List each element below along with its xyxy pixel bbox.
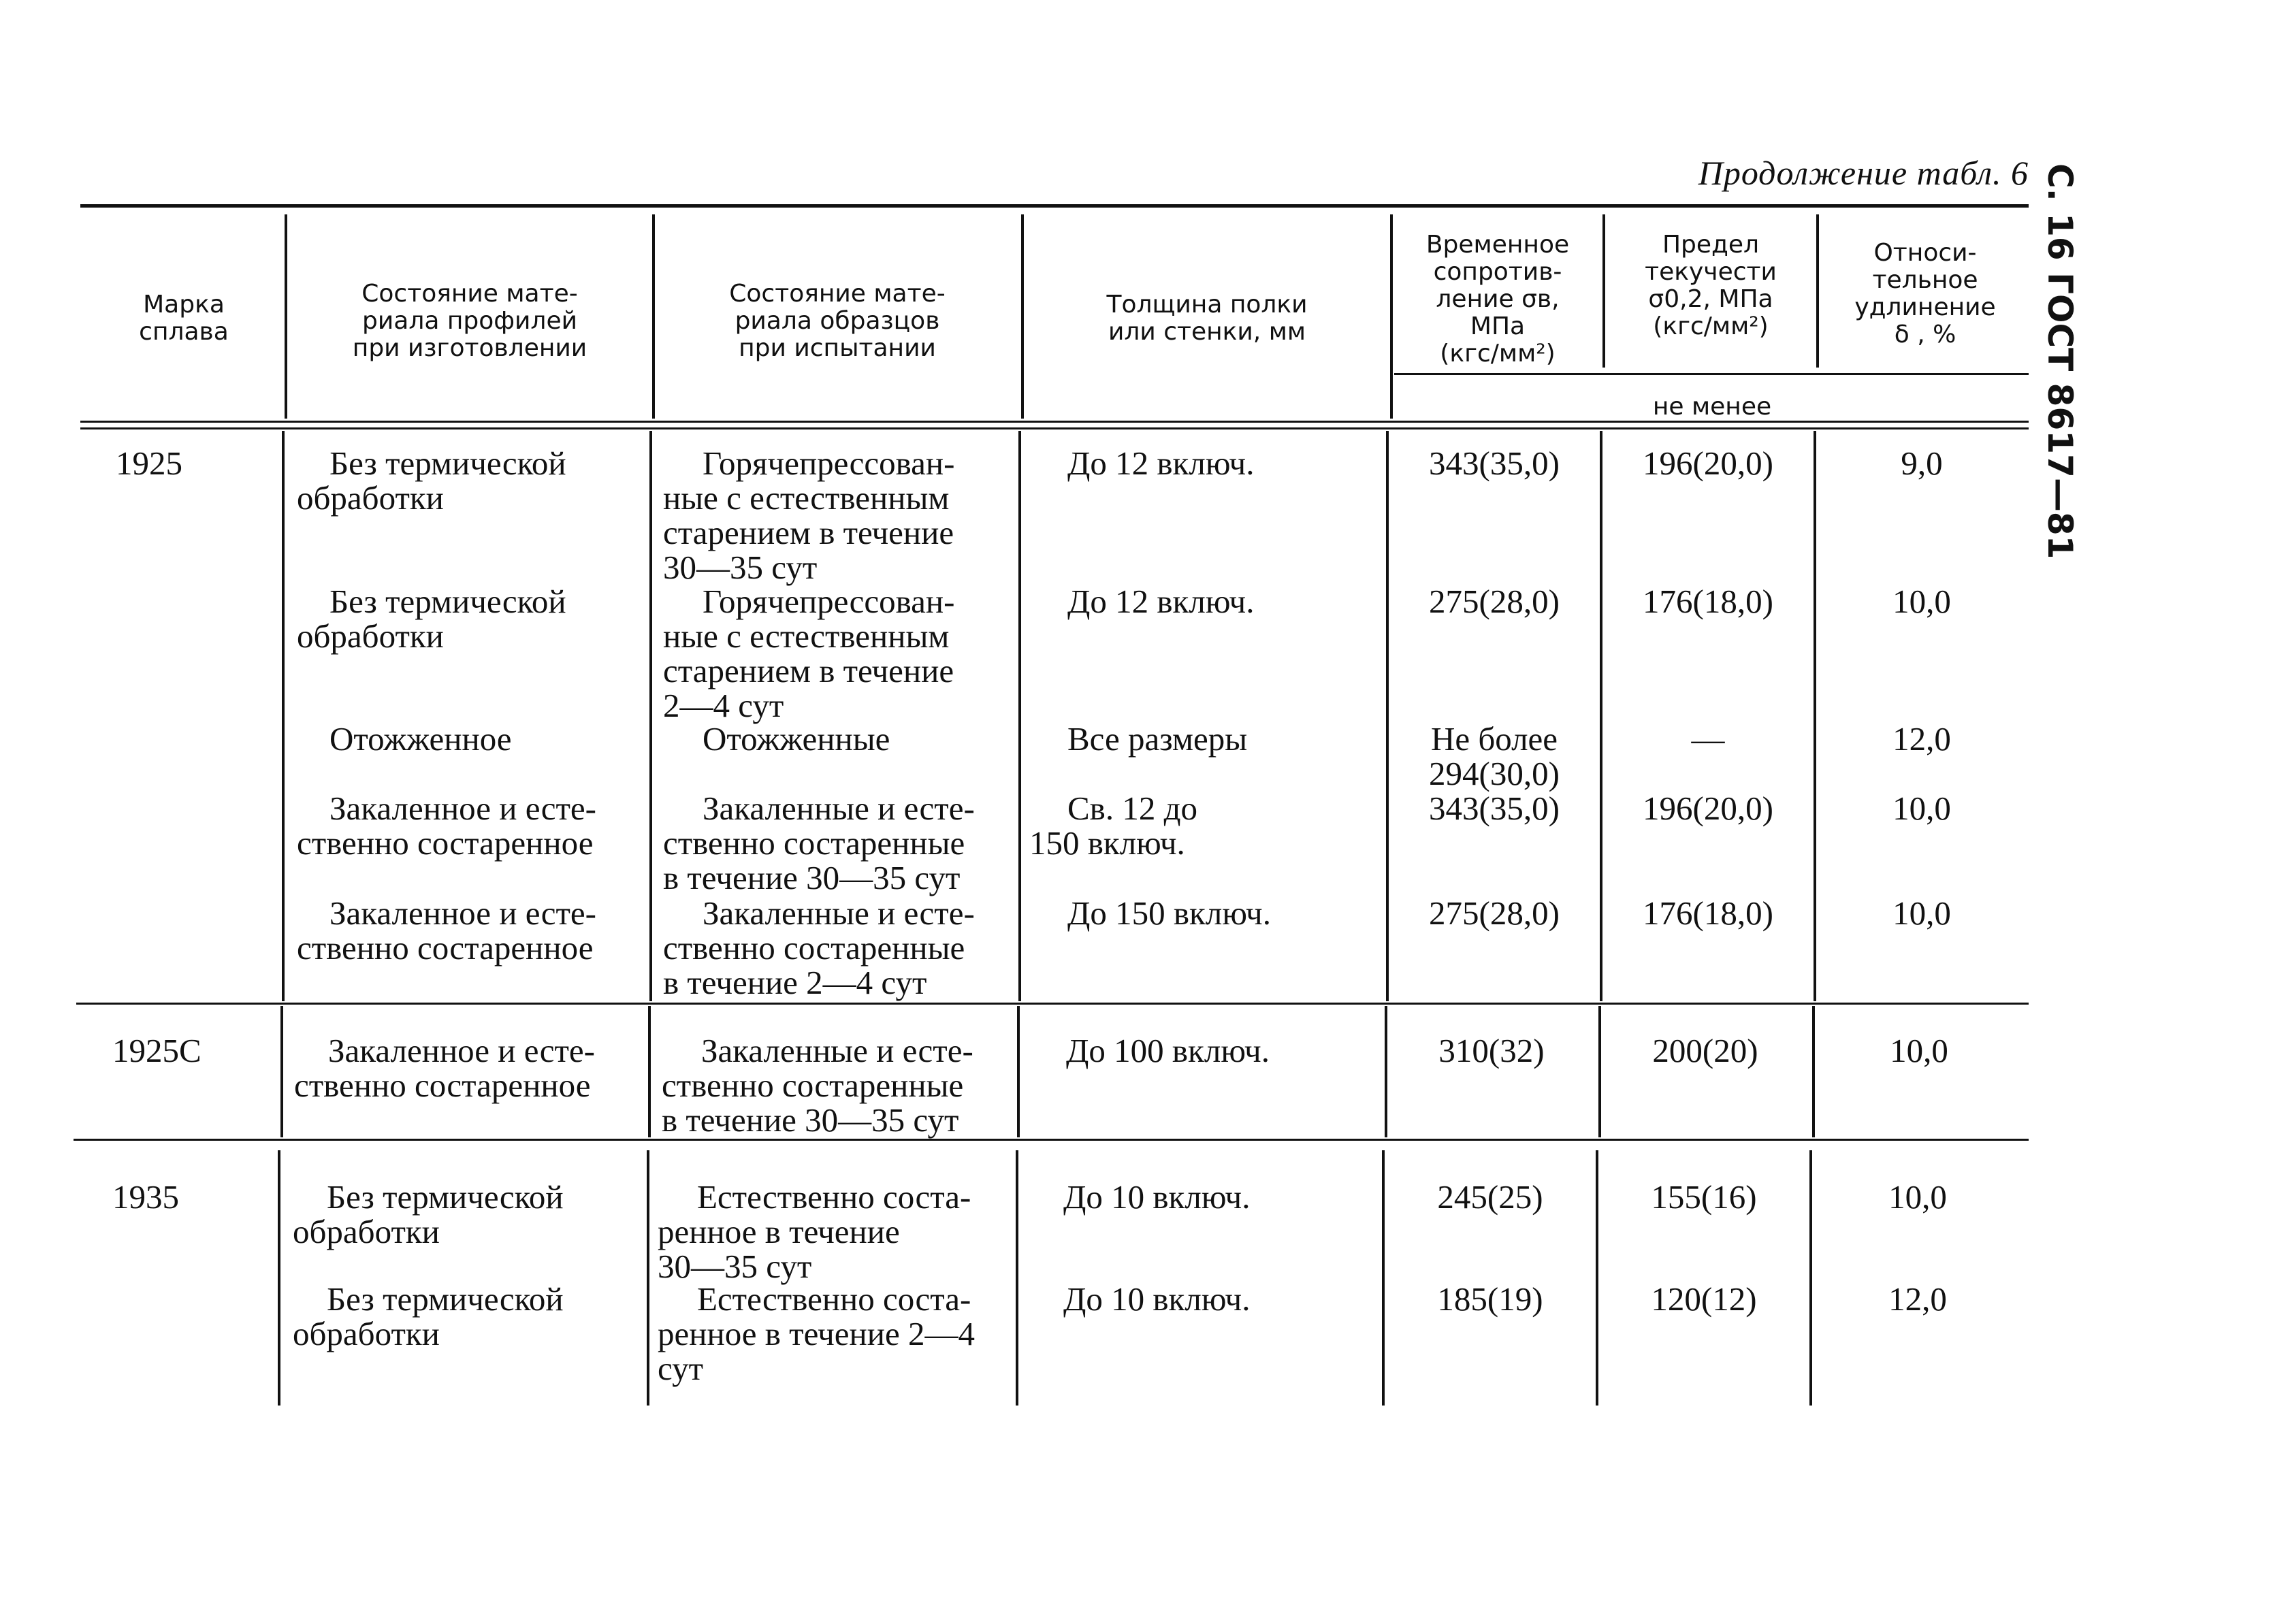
- grade-1925: 1925: [116, 444, 182, 482]
- g1-r5-yield: 176(18,0): [1643, 894, 1773, 932]
- g1-r4-state-manufacture: Закаленное и есте- ственно состаренное: [297, 790, 596, 862]
- body2-col-divider-4: [1385, 1006, 1387, 1137]
- g3-r2-elongation: 12,0: [1888, 1280, 1947, 1318]
- g2-r1-yield: 200(20): [1652, 1032, 1758, 1069]
- g1-r1-state-test: Горячепрессован- ные с естественным старением в течение 30—35 сут: [663, 444, 955, 586]
- hdr-col-divider-1: [285, 214, 287, 419]
- g1-r1-yield: 196(20,0): [1643, 444, 1773, 482]
- g3-r2-yield: 120(12): [1651, 1280, 1757, 1318]
- g1-r1-thickness: До 12 включ.: [1067, 444, 1255, 482]
- group-separator-2: [74, 1139, 2029, 1141]
- body3-col-divider-1: [278, 1150, 280, 1406]
- header-grade: Марка сплава: [139, 291, 229, 346]
- g1-r5-thickness: До 150 включ.: [1067, 894, 1271, 932]
- g1-r3-yield: —: [1691, 720, 1725, 758]
- g1-r3-state-test: Отожженные: [703, 720, 890, 758]
- body2-col-divider-1: [280, 1006, 283, 1137]
- body2-col-divider-3: [1017, 1006, 1020, 1137]
- g1-r4-state-test: Закаленные и есте- ственно состаренные в течение 30—35 сут: [663, 790, 975, 896]
- body1-col-divider-1: [282, 431, 285, 1001]
- g2-r1-state-manufacture: Закаленное и есте- ственно состаренное: [294, 1032, 595, 1104]
- g1-r4-tensile: 343(35,0): [1429, 790, 1560, 827]
- group-separator-1: [76, 1003, 2029, 1005]
- header-bottom-rule-2: [80, 427, 2029, 429]
- body2-col-divider-2: [648, 1006, 651, 1137]
- header-yield: Предел текучести σ0,2, МПа (кгс/мм²): [1645, 231, 1777, 340]
- g1-r1-state-manufacture: Без термической обработки: [297, 444, 566, 517]
- hdr-col-divider-5: [1602, 214, 1605, 368]
- g3-r2-tensile: 185(19): [1437, 1280, 1543, 1318]
- hdr-col-divider-6: [1816, 214, 1819, 368]
- g1-r4-elongation: 10,0: [1892, 790, 1951, 827]
- header-bottom-rule: [80, 421, 2029, 423]
- g2-r1-elongation: 10,0: [1890, 1032, 1948, 1069]
- page-side-label: С. 16 ГОСТ 8617—81: [2040, 163, 2080, 559]
- grade-1935: 1935: [112, 1178, 179, 1216]
- g1-r3-elongation: 12,0: [1892, 720, 1951, 758]
- g1-r4-thickness: Св. 12 до 150 включ.: [1029, 790, 1197, 862]
- g1-r2-state-manufacture: Без термической обработки: [297, 583, 566, 655]
- g1-r1-tensile: 343(35,0): [1429, 444, 1560, 482]
- g1-r3-tensile: Не более 294(30,0): [1429, 720, 1560, 792]
- g3-r1-state-test: Естественно соста- ренное в течение 30—35 сут: [658, 1178, 971, 1285]
- header-elongation: Относи- тельное удлинение δ , %: [1854, 239, 1996, 348]
- g1-r5-state-test: Закаленные и есте- ственно состаренные в течение 2—4 сут: [663, 894, 975, 1001]
- g3-r1-state-manufacture: Без термической обработки: [293, 1178, 564, 1250]
- header-min-note: не менее: [1652, 393, 1772, 421]
- header-tensile: Временное сопротив- ление σв, МПа (кгс/мм²): [1425, 231, 1570, 368]
- hdr-col-divider-2: [652, 214, 655, 419]
- g1-r2-tensile: 275(28,0): [1429, 583, 1560, 620]
- g3-r1-thickness: До 10 включ.: [1063, 1178, 1251, 1216]
- g3-r1-elongation: 10,0: [1888, 1178, 1947, 1216]
- body1-col-divider-2: [649, 431, 652, 1001]
- g2-r1-state-test: Закаленные и есте- ственно состаренные в течение 30—35 сут: [662, 1032, 973, 1139]
- g2-r1-thickness: До 100 включ.: [1066, 1032, 1270, 1069]
- header-thickness: Толщина полки или стенки, мм: [1106, 291, 1308, 346]
- min-note-rule: [1394, 373, 2029, 375]
- g1-r5-state-manufacture: Закаленное и есте- ственно состаренное: [297, 894, 596, 967]
- table-top-rule: [80, 204, 2029, 208]
- g3-r2-thickness: До 10 включ.: [1063, 1280, 1251, 1318]
- g3-r2-state-manufacture: Без термической обработки: [293, 1280, 564, 1352]
- g1-r5-tensile: 275(28,0): [1429, 894, 1560, 932]
- g1-r2-thickness: До 12 включ.: [1067, 583, 1255, 620]
- g1-r1-elongation: 9,0: [1901, 444, 1943, 482]
- g1-r3-state-manufacture: Отожженное: [329, 720, 512, 758]
- header-state-manufacture: Состояние мате- риала профилей при изготовлении: [352, 280, 587, 362]
- hdr-col-divider-4: [1390, 214, 1393, 419]
- g1-r4-yield: 196(20,0): [1643, 790, 1773, 827]
- g3-r2-state-test: Естественно соста- ренное в течение 2—4 сут: [658, 1280, 975, 1387]
- continuation-label: Продолжение табл. 6: [1698, 154, 2029, 192]
- g2-r1-tensile: 310(32): [1438, 1032, 1545, 1069]
- g3-r1-tensile: 245(25): [1437, 1178, 1543, 1216]
- g1-r2-state-test: Горячепрессован- ные с естественным старением в течение 2—4 сут: [663, 583, 955, 724]
- body3-col-divider-3: [1016, 1150, 1018, 1406]
- body3-col-divider-2: [647, 1150, 649, 1406]
- g1-r2-elongation: 10,0: [1892, 583, 1951, 620]
- body1-col-divider-3: [1018, 431, 1021, 1001]
- body2-col-divider-5: [1598, 1006, 1601, 1137]
- g1-r5-elongation: 10,0: [1892, 894, 1951, 932]
- header-state-test: Состояние мате- риала образцов при испытании: [729, 280, 946, 362]
- g3-r1-yield: 155(16): [1651, 1178, 1757, 1216]
- g1-r3-thickness: Все размеры: [1067, 720, 1248, 758]
- body2-col-divider-6: [1812, 1006, 1815, 1137]
- hdr-col-divider-3: [1021, 214, 1024, 419]
- g1-r2-yield: 176(18,0): [1643, 583, 1773, 620]
- grade-1925c: 1925С: [112, 1032, 202, 1069]
